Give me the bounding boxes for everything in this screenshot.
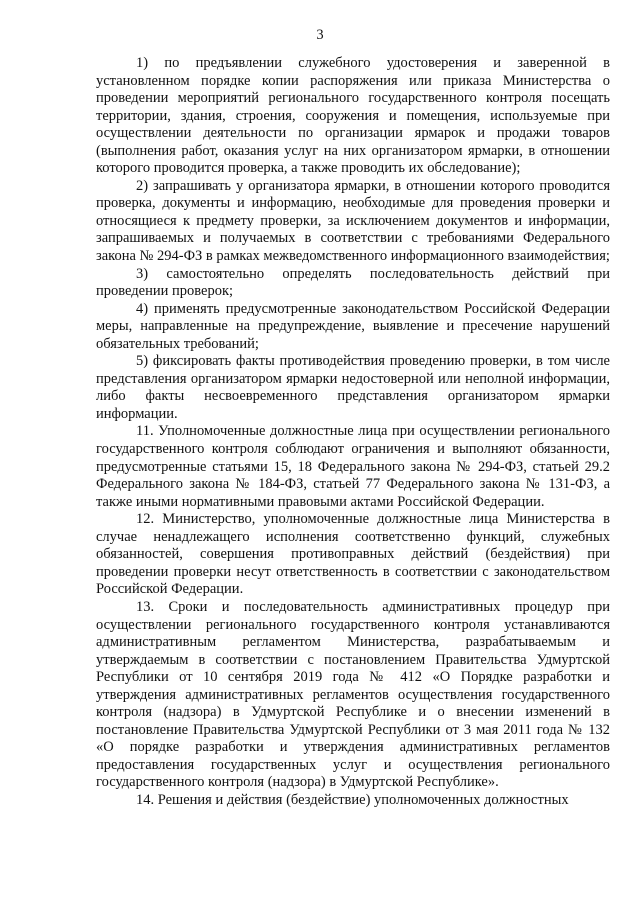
page-number: 3 [316,27,324,43]
paragraph-clause-14: 14. Решения и действия (бездействие) уполномоченных должностных [136,791,569,808]
paragraph-item-1: 1) по предъявлении служебного удостоверения и заверенной в установленном порядке копии распоряжения или приказа Министерства о проведении мероприятий регионального государственного контроля посещать территории, здания, строения, сооружения и помещения, используемые при осуществлении деятельности по организации ярмарок и продажи товаров (выполнения работ, оказания услуг на них организатором ярмарки, в отношении которого проводится проверка, а также проводить их обследование); [96,55,610,177]
paragraph-clause-12: 12. Министерство, уполномоченные должностные лица Министерства в случае ненадлежащего исполнения соответственно функций, служебных обязанностей, совершения противоправных действий (бездействия) при проведении проверки несут ответственность в соответствии с законодательством Российской Федерации. [96,511,610,598]
paragraph-clause-11: 11. Уполномоченные должностные лица при осуществлении регионального государственного контроля соблюдают ограничения и выполняют обязанности, предусмотренные статьями 15, 18 Федерального закона № 294-ФЗ, статьей 29.2 Федерального закона № 184-ФЗ, статьей 77 Федерального закона № 131-ФЗ, а также иными нормативными правовыми актами Российской Федерации. [96,423,610,510]
document-body [96,55,610,810]
paragraph-clause-13: 13. Сроки и последовательность административных процедур при осуществлении регионального государственного контроля устанавливаются административным регламентом Министерства, разрабатываемым и утверждаемым в соответствии с постановлением Правительства Удмуртской Республики от 10 сентября 2019 года № 412 «О Порядке разработки и утверждения административных регламентов осуществления государственного контроля (надзора) в Удмуртской Республике и о внесении изменений в постановление Правительства Удмуртской Республики от 3 мая 2011 года № 132 «О порядке разработки и утверждения административных регламентов предоставления государственных услуг и осуществления регионального государственного контроля (надзора) в Удмуртской Республике». [96,598,610,791]
paragraph-item-5: 5) фиксировать факты противодействия проведению проверки, в том числе представления организатором ярмарки недостоверной или неполной информации, либо факты несвоевременного представления организатором ярмарки информации. [96,353,610,422]
paragraph-item-4: 4) применять предусмотренные законодательством Российской Федерации меры, направленные на предупреждение, выявление и пресечение нарушений обязательных требований; [96,300,610,352]
paragraph-item-2: 2) запрашивать у организатора ярмарки, в отношении которого проводится проверка, документы и информацию, необходимые для проведения проверки и относящиеся к предмету проверки, за исключением документов и информации, запрашиваемых и получаемых в соответствии с требованиями Федерального закона № 294-ФЗ в рамках межведомственного информационного взаимодействия; [96,177,610,265]
paragraph-item-3: 3) самостоятельно определять последовательность действий при проведении проверок; [96,265,610,300]
